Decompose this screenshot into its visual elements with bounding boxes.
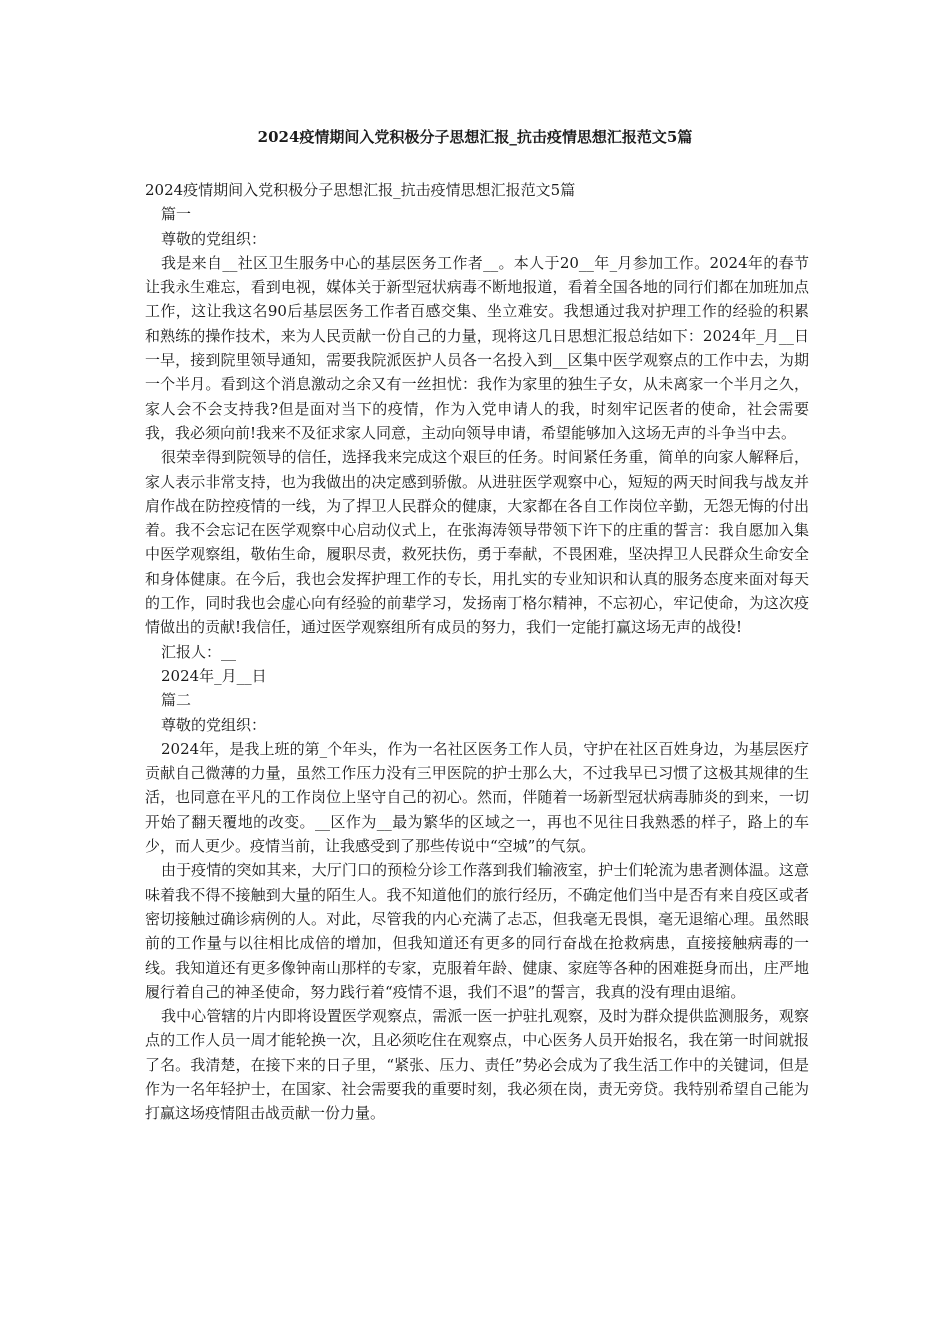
salutation: 尊敬的党组织： — [161, 229, 267, 248]
section-heading-1: 篇一 — [161, 205, 192, 224]
document-body — [145, 178, 809, 1126]
body-paragraph: 由于疫情的突如其来，大厅门口的预检分诊工作落到我们输液室，护士们轮流为患者测体温。这意味着我不得不接触到大量的陌生人。我不知道他们的旅行经历，不确定他们当中是否有来自疫区或者密切接触过确诊病例的人。对此，尽管我的内心充满了忐忑，但我毫无畏惧，毫无退缩心理。虽然眼前的工作量与以往相比成倍的增加，但我知道还有更多的同行奋战在抢救病患，直接接触病毒的一线。我知道还有更多像钟南山那样的专家，克服着年龄、健康、家庭等各种的困难挺身而出，庄严地履行着自己的神圣使命，努力践行着“疫情不退，我们不退”的誓言，我真的没有理由退缩。 — [145, 861, 809, 1001]
date-line: 2024年_月__日 — [161, 666, 267, 685]
body-paragraph: 2024年，是我上班的第_个年头，作为一名社区医务工作人员，守护在社区百姓身边，为基层医疗贡献自己微薄的力量，虽然工作压力没有三甲医院的护士那么大，不过我早已习惯了这极其规律的生活，也同意在平凡的工作岗位上坚守自己的初心。然而，伴随着一场新型冠状病毒肺炎的到来，一切开始了翻天覆地的改变。__区作为__最为繁华的区域之一，再也不见往日我熟悉的样子，路上的车少，而人更少。疫情当前，让我感受到了那些传说中“空城”的气氛。 — [145, 739, 809, 856]
document-title: 2024疫情期间入党积极分子思想汇报_抗击疫情思想汇报范文5篇 — [257, 128, 693, 146]
body-paragraph: 我是来自__社区卫生服务中心的基层医务工作者__。本人于20__年_月参加工作。2024年的春节让我永生难忘，看到电视，媒体关于新型冠状病毒不断地报道，看着全国各地的同行们都在加班加点工作，这让我这名90后基层医务工作者百感交集、坐立难安。我想通过我对护理工作的经验的积累和熟练的操作技术，来为人民贡献一份自己的力量，现将这几日思想汇报总结如下：2024年_月__日一早，接到院里领导通知，需要我院派医护人员各一名投入到__区集中医学观察点的工作中去，为期一个半月。看到这个消息激动之余又有一丝担忧：我作为家里的独生子女，从未离家一个半月之久，家人会不会支持我?但是面对当下的疫情，作为入党申请人的我，时刻牢记医者的使命，社会需要我，我必须向前!我来不及征求家人同意，主动向领导申请，希望能够加入这场无声的斗争当中去。 — [145, 253, 809, 442]
reporter-line: 汇报人：__ — [161, 642, 237, 661]
section-heading-2: 篇二 — [161, 691, 192, 710]
salutation: 尊敬的党组织： — [161, 715, 267, 734]
document-subtitle: 2024疫情期间入党积极分子思想汇报_抗击疫情思想汇报范文5篇 — [145, 181, 576, 199]
body-paragraph: 我中心管辖的片内即将设置医学观察点，需派一医一护驻扎观察，及时为群众提供监测服务，观察点的工作人员一周才能轮换一次，且必须吃住在观察点，中心医务人员开始报名，我在第一时间就报了名。我清楚，在接下来的日子里，“紧张、压力、责任”势必会成为了我生活工作中的关键词，但是作为一名年轻护士，在国家、社会需要我的重要时刻，我必须在岗，责无旁贷。我特别希望自己能为打赢这场疫情阻击战贡献一份力量。 — [145, 1007, 809, 1123]
body-paragraph: 很荣幸得到院领导的信任，选择我来完成这个艰巨的任务。时间紧任务重，简单的向家人解释后，家人表示非常支持，也为我做出的决定感到骄傲。从进驻医学观察中心，短短的两天时间我与战友并肩作战在防控疫情的一线，为了捍卫人民群众的健康，大家都在各自工作岗位辛勤，无怨无悔的付出着。我不会忘记在医学观察中心启动仪式上，在张海涛领导带领下许下的庄重的誓言：我自愿加入集中医学观察组，敬佑生命，履职尽责，救死扶伤，勇于奉献，不畏困难，坚决捍卫人民群众生命安全和身体健康。在今后，我也会发挥护理工作的专长，用扎实的专业知识和认真的服务态度来面对每天的工作，同时我也会虚心向有经验的前辈学习，发扬南丁格尔精神，不忘初心，牢记使命，为这次疫情做出的贡献!我信任，通过医学观察组所有成员的努力，我们一定能打赢这场无声的战役! — [145, 448, 809, 637]
